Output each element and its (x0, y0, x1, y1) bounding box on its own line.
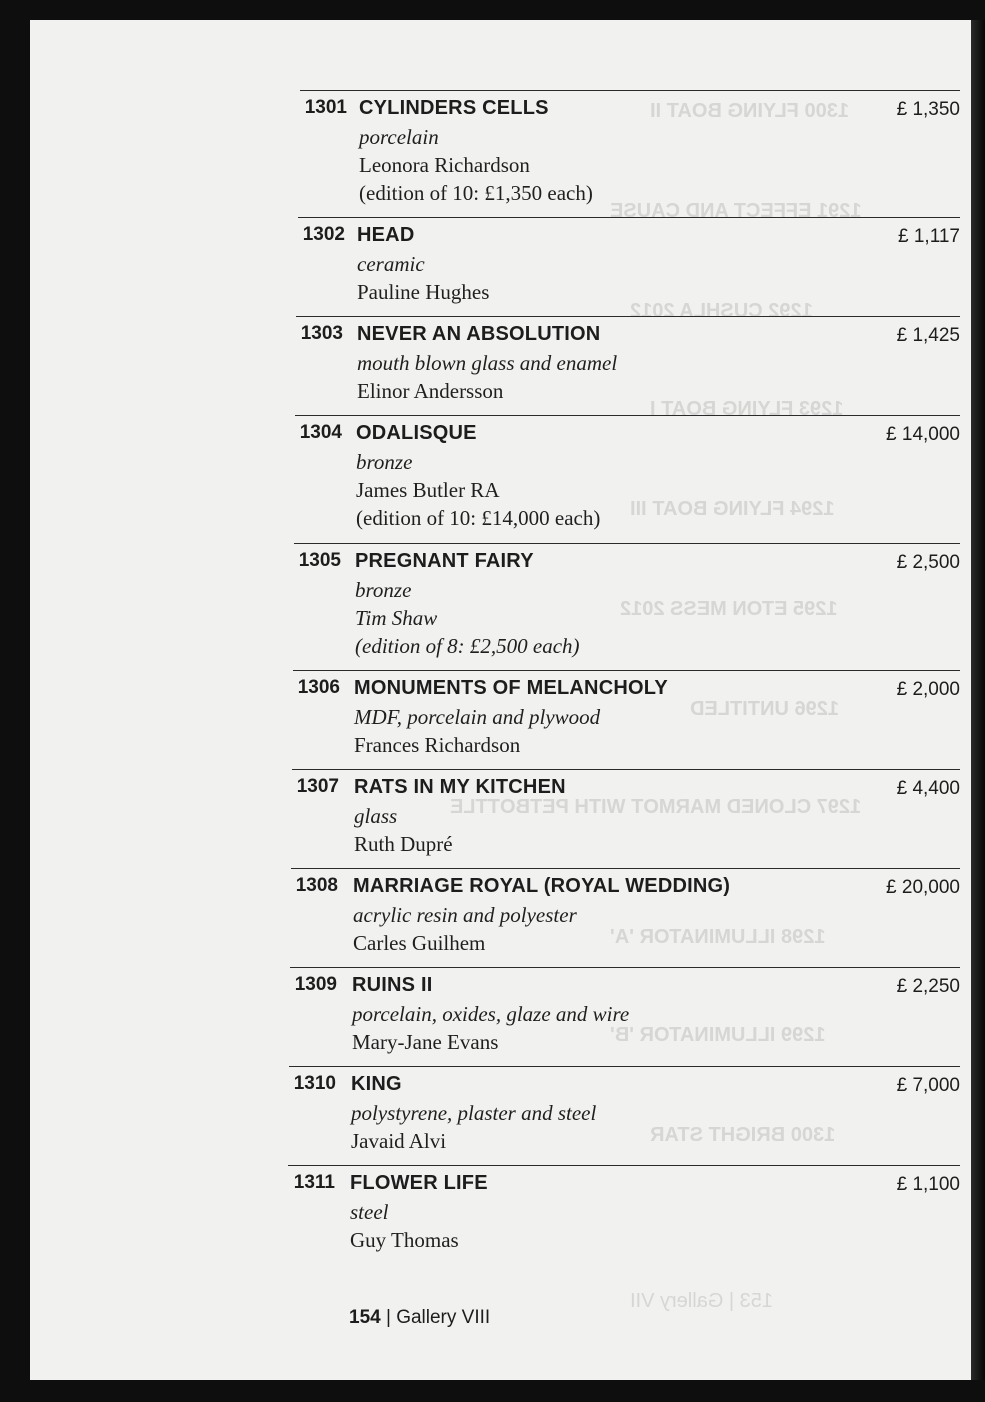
catalogue-entry (296, 316, 960, 414)
artwork-title: MONUMENTS OF MELANCHOLY (354, 677, 668, 699)
artwork-medium: bronze (356, 450, 413, 474)
page-number: 154 (349, 1307, 381, 1328)
artwork-medium: bronze (355, 578, 412, 602)
artist-name: Frances Richardson (354, 733, 521, 757)
page-edge-shadow (971, 20, 985, 1380)
artwork-medium: polystyrene, plaster and steel (351, 1101, 597, 1125)
lot-number: 1311 (293, 1172, 335, 1193)
artwork-price: £ 7,000 (896, 1075, 960, 1096)
catalogue-entry (298, 217, 960, 315)
artwork-medium: ceramic (357, 252, 425, 276)
artwork-price: £ 1,350 (896, 99, 960, 120)
show-through-text: 1298 ILLUMINATOR 'A' (610, 926, 826, 948)
artwork-medium: glass (354, 804, 398, 828)
catalogue-entry (295, 415, 960, 541)
artist-name: Javaid Alvi (351, 1129, 447, 1153)
artwork-price: £ 20,000 (886, 877, 960, 898)
catalogue-entry (294, 543, 960, 669)
artwork-medium: mouth blown glass and enamel (357, 351, 618, 375)
artwork-price: £ 1,117 (898, 226, 960, 247)
artwork-title: KING (351, 1073, 402, 1095)
page-footer (349, 1307, 490, 1329)
artist-name: Mary-Jane Evans (352, 1030, 499, 1054)
lot-number: 1304 (299, 422, 342, 443)
lot-number: 1309 (294, 974, 337, 995)
artwork-price: £ 2,500 (896, 552, 960, 573)
artwork-title: RATS IN MY KITCHEN (354, 776, 566, 798)
lot-number: 1308 (295, 875, 338, 896)
lot-number: 1306 (297, 677, 340, 698)
show-through-text: 1292 CUSHLA 2012 (630, 300, 813, 322)
artist-name: Tim Shaw (355, 606, 438, 630)
show-through-text: 1300 BRIGHT STAR (650, 1124, 836, 1146)
artist-name: James Butler RA (356, 478, 500, 502)
catalogue-entry (288, 1165, 960, 1263)
lot-number: 1310 (293, 1073, 336, 1094)
artwork-title: ODALISQUE (356, 422, 477, 444)
artwork-price: £ 1,100 (896, 1174, 960, 1195)
artwork-title: CYLINDERS CELLS (359, 97, 549, 119)
artwork-medium: MDF, porcelain and plywood (354, 705, 601, 729)
catalogue-list (30, 20, 980, 1380)
artwork-medium: steel (350, 1200, 389, 1224)
artwork-title: NEVER AN ABSOLUTION (357, 323, 601, 345)
artwork-price: £ 4,400 (896, 778, 960, 799)
lot-number: 1305 (298, 550, 341, 571)
lot-number: 1307 (296, 776, 339, 797)
artwork-title: RUINS II (352, 974, 433, 996)
lot-number: 1301 (304, 97, 347, 118)
catalogue-entry (290, 967, 960, 1065)
artwork-medium: porcelain (359, 125, 439, 149)
artist-name: Leonora Richardson (359, 153, 530, 177)
catalogue-page (30, 20, 980, 1380)
show-through-text: 1295 ETON MESS 2012 (620, 598, 838, 620)
artist-name: Carles Guilhem (353, 931, 486, 955)
catalogue-entry (291, 868, 960, 966)
show-through-text: 1296 UNTITLED (690, 698, 839, 720)
artist-name: Ruth Dupré (354, 832, 453, 856)
artist-name: Guy Thomas (350, 1228, 459, 1252)
artist-name: Elinor Andersson (357, 379, 504, 403)
show-through-text: 1297 CLONED MARMOT WITH PETBOTTLE (450, 796, 862, 818)
artwork-price: £ 1,425 (896, 325, 960, 346)
edition-note: (edition of 8: £2,500 each) (355, 634, 580, 658)
artwork-title: FLOWER LIFE (350, 1172, 488, 1194)
artwork-medium: acrylic resin and polyester (353, 903, 577, 927)
artwork-price: £ 14,000 (886, 424, 960, 445)
catalogue-entry (292, 769, 960, 867)
catalogue-entry (289, 1066, 960, 1164)
show-through-text: 1291 EFFECT AND CAUSE (610, 200, 862, 222)
gallery-name: Gallery VIII (396, 1307, 491, 1328)
artwork-title: MARRIAGE ROYAL (ROYAL WEDDING) (353, 875, 731, 897)
artist-name: Pauline Hughes (357, 280, 490, 304)
show-through-text: 1300 FLYING BOAT II (650, 100, 849, 122)
show-through-text: 153 | Gallery VII (630, 1290, 774, 1312)
artwork-title: PREGNANT FAIRY (355, 550, 534, 572)
lot-number: 1302 (302, 224, 345, 245)
artwork-price: £ 2,250 (896, 976, 960, 997)
show-through-text: 1299 ILLUMINATOR 'B' (610, 1024, 826, 1046)
artwork-medium: porcelain, oxides, glaze and wire (352, 1002, 630, 1026)
edition-note: (edition of 10: £1,350 each) (359, 181, 593, 205)
artwork-price: £ 2,000 (896, 679, 960, 700)
lot-number: 1303 (300, 323, 343, 344)
catalogue-entry (300, 90, 960, 216)
footer-separator: | (385, 1307, 391, 1328)
edition-note: (edition of 10: £14,000 each) (356, 506, 601, 530)
catalogue-entry (293, 670, 960, 768)
show-through-text: 1294 FLYING BOAT III (630, 498, 835, 520)
show-through-text: 1293 FLYING BOAT I (650, 398, 844, 420)
artwork-title: HEAD (357, 224, 415, 246)
